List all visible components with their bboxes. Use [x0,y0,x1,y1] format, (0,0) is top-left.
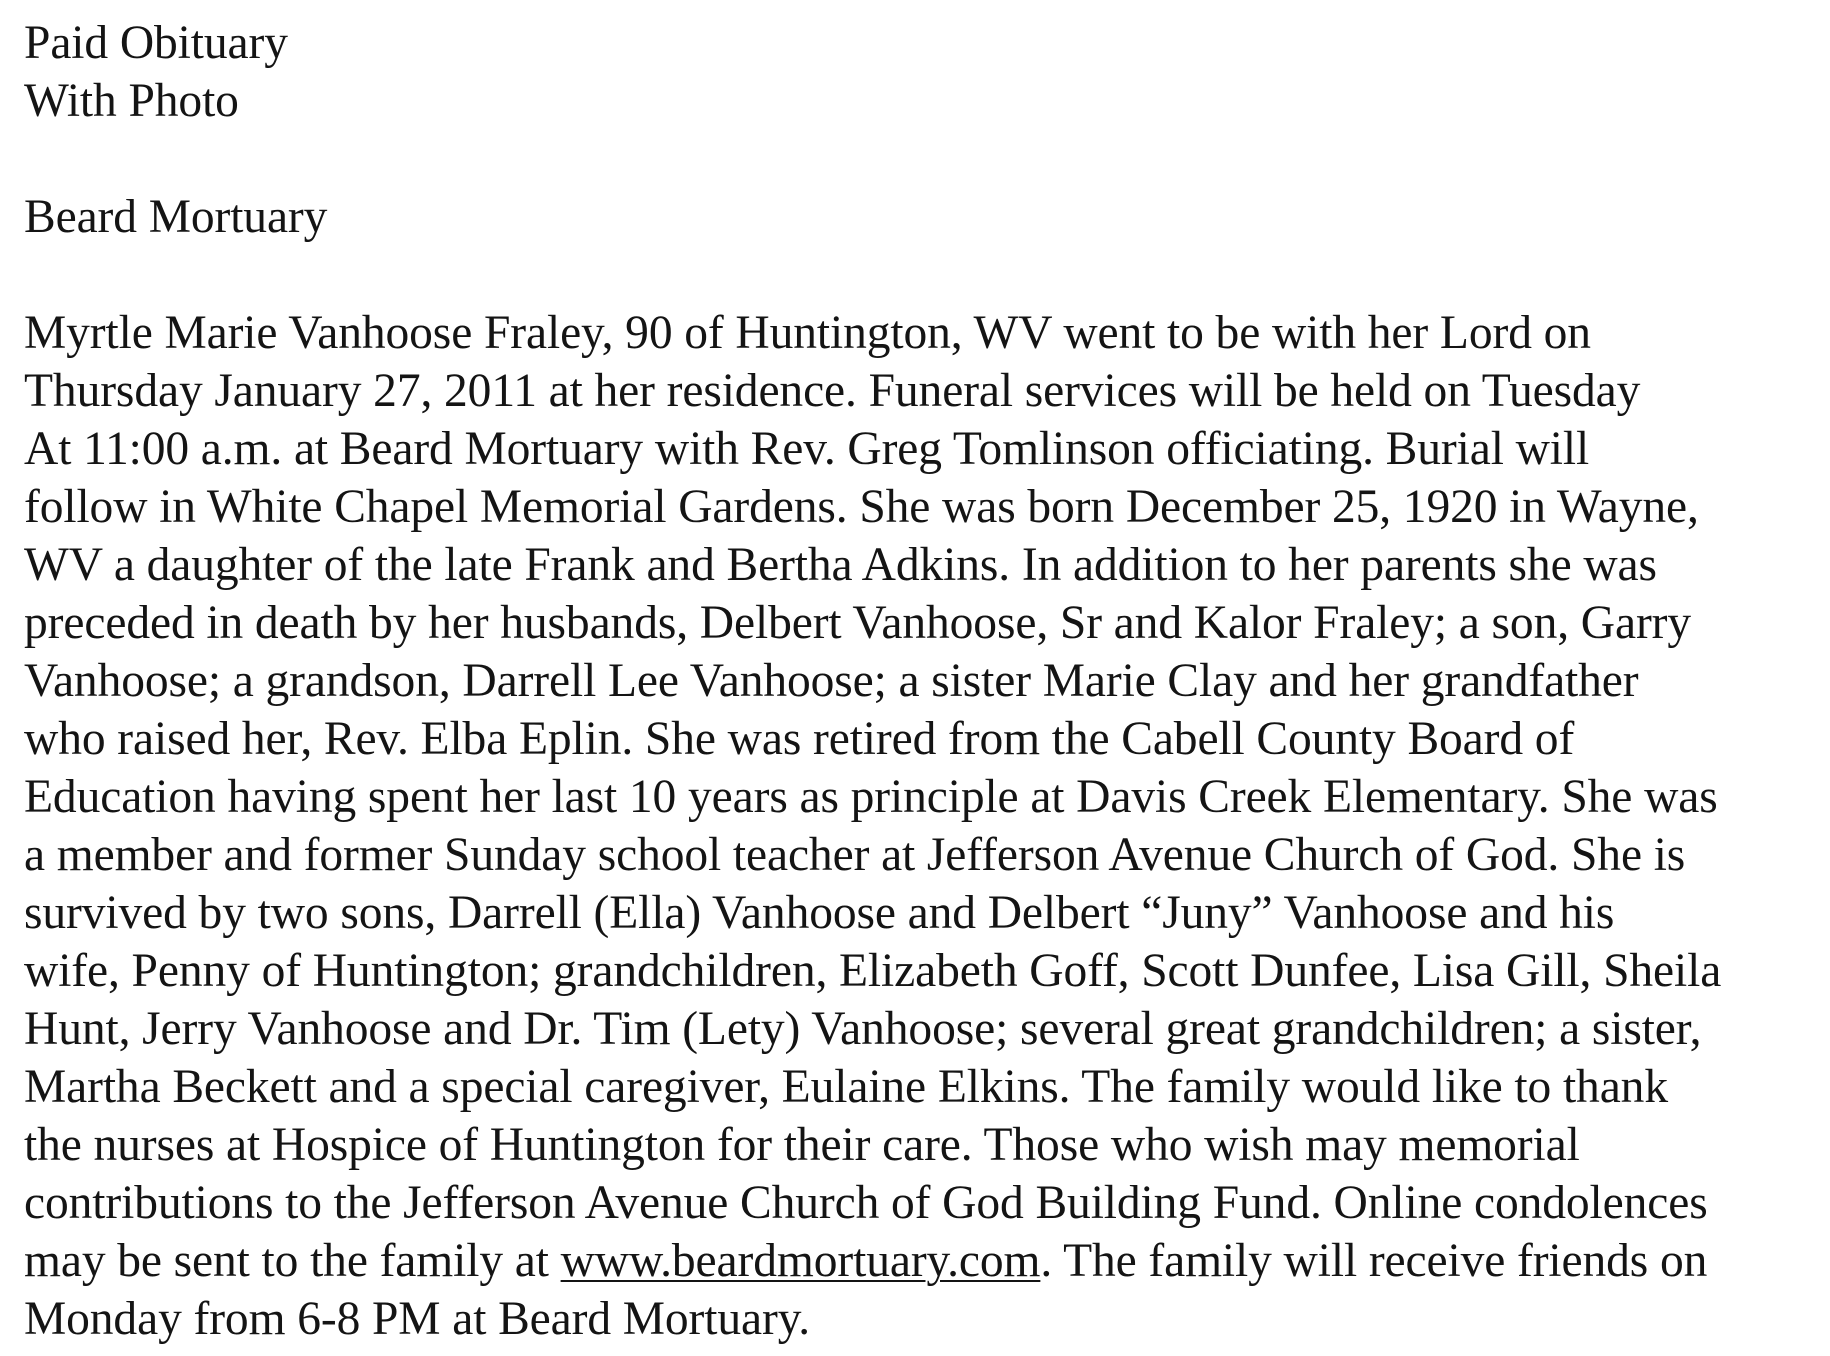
obituary-line: contributions to the Jefferson Avenue Church of God Building Fund. Online condolences [24,1177,1708,1229]
obituary-line: a member and former Sunday school teacher at Jefferson Avenue Church of God. She is [24,829,1686,881]
obituary-line: who raised her, Rev. Elba Eplin. She was retired from the Cabell County Board of [24,713,1575,765]
obituary-line: Hunt, Jerry Vanhoose and Dr. Tim (Lety) Vanhoose; several great grandchildren; a sister, [24,1003,1702,1055]
obituary-document [24,14,1824,1348]
obituary-link-line [24,1232,1824,1290]
obituary-line: Vanhoose; a grandson, Darrell Lee Vanhoose; a sister Marie Clay and her grandfather [24,655,1639,707]
obituary-line: WV a daughter of the late Frank and Bertha Adkins. In addition to her parents she was [24,539,1657,591]
obituary-line: survived by two sons, Darrell (Ella) Vanhoose and Delbert “Juny” Vanhoose and his [24,887,1615,939]
link-line-prefix: may be sent to the family at [24,1235,561,1287]
link-line-suffix: . The family will receive friends on [1040,1235,1708,1287]
beardmortuary-website-link[interactable]: www.beardmortuary.com [560,1235,1041,1287]
obituary-line: Martha Beckett and a special caregiver, Eulaine Elkins. The family would like to thank [24,1061,1668,1113]
spacer [24,130,1824,188]
obituary-line: Thursday January 27, 2011 at her residence. Funeral services will be held on Tuesday [24,365,1641,417]
header-line-paid-obituary: Paid Obituary [24,17,288,69]
header-line-with-photo: With Photo [24,75,239,127]
obituary-line: the nurses at Hospice of Huntington for their care. Those who wish may memorial [24,1119,1580,1171]
obituary-line: preceded in death by her husbands, Delbert Vanhoose, Sr and Kalor Fraley; a son, Garry [24,597,1692,649]
obituary-line: Education having spent her last 10 years as principle at Davis Creek Elementary. She was [24,771,1718,823]
spacer [24,246,1824,304]
funeral-home-name: Beard Mortuary [24,191,328,243]
obituary-line: Myrtle Marie Vanhoose Fraley, 90 of Huntington, WV went to be with her Lord on [24,307,1591,359]
obituary-line: At 11:00 a.m. at Beard Mortuary with Rev. Greg Tomlinson officiating. Burial will [24,423,1590,475]
obituary-line: follow in White Chapel Memorial Gardens. She was born December 25, 1920 in Wayne, [24,481,1699,533]
obituary-line: wife, Penny of Huntington; grandchildren, Elizabeth Goff, Scott Dunfee, Lisa Gill, Sheila [24,945,1722,997]
obituary-last-line: Monday from 6-8 PM at Beard Mortuary. [24,1293,811,1345]
obituary-body [24,304,1824,1348]
